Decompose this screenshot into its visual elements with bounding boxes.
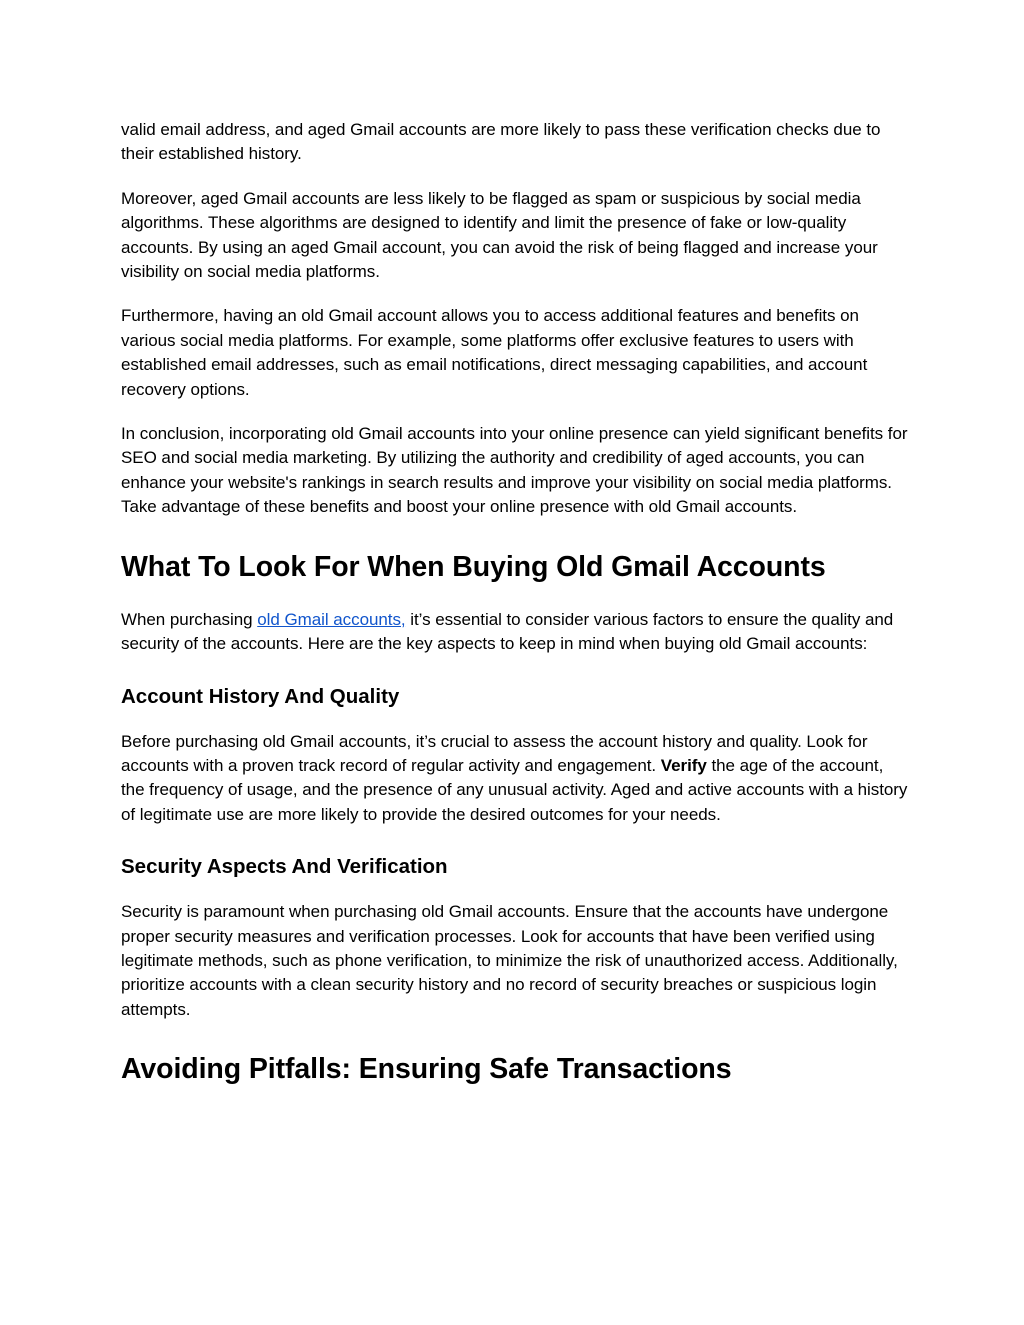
intro-text-before: When purchasing: [121, 609, 258, 629]
paragraph-verification-checks: valid email address, and aged Gmail accounts are more likely to pass these verification checks due to their established history.: [121, 120, 881, 164]
history-text-after: the age of the account, the frequency of usage, and the presence of any unusual activity. Aged and active accounts with a history of legitimate use are more likely to provide the desired outcomes for your needs.: [121, 755, 908, 824]
paragraph-additional-features: Furthermore, having an old Gmail account allows you to access additional features and benefits on various social media platforms. For example, some platforms offer exclusive features to users with established email addresses, such as email notifications, direct messaging capabilities, and account recovery options.: [121, 306, 868, 399]
paragraph-security: Security is paramount when purchasing old Gmail accounts. Ensure that the accounts have undergone proper security measures and verification processes. Look for accounts that have been verified using legitimate methods, such as phone verification, to minimize the risk of unauthorized access. Additionally, prioritize accounts with a clean security history and no record of security breaches or suspicious login attempts.: [121, 902, 898, 1019]
paragraph-purchasing-intro: [121, 608, 911, 657]
paragraph-spam-algorithms: Moreover, aged Gmail accounts are less likely to be flagged as spam or suspicious by social media algorithms. These algorithms are designed to identify and limit the presence of fake or low-quality accounts. By using an aged Gmail account, you can avoid the risk of being flagged and increase your visibility on social media platforms.: [121, 188, 878, 282]
history-text-before: Before purchasing old Gmail accounts, it’s crucial to assess the account history and quality. Look for accounts with a proven track record of regular activity and engagement.: [121, 731, 868, 775]
paragraph-conclusion: In conclusion, incorporating old Gmail accounts into your online presence can yield significant benefits for SEO and social media marketing. By utilizing the authority and credibility of aged accounts, you can enhance your website's rankings in search results and improve your visibility on social media platforms. Take advantage of these benefits and boost your online presence with old Gmail accounts.: [121, 424, 908, 517]
verify-bold-text: Verify: [660, 755, 707, 775]
heading-avoiding-pitfalls: Avoiding Pitfalls: Ensuring Safe Transactions: [121, 1053, 732, 1086]
intro-text-after: it’s essential to consider various factors to ensure the quality and security of the accounts. Here are the key aspects to keep in mind when buying old Gmail accounts:: [121, 609, 894, 654]
old-gmail-accounts-link[interactable]: old Gmail accounts,: [257, 609, 406, 629]
paragraph-account-history: [121, 730, 911, 828]
document-page: [121, 118, 911, 1110]
heading-account-history: Account History And Quality: [121, 684, 400, 708]
heading-security-aspects: Security Aspects And Verification: [121, 855, 448, 879]
heading-what-to-look-for: What To Look For When Buying Old Gmail Accounts: [121, 550, 826, 583]
